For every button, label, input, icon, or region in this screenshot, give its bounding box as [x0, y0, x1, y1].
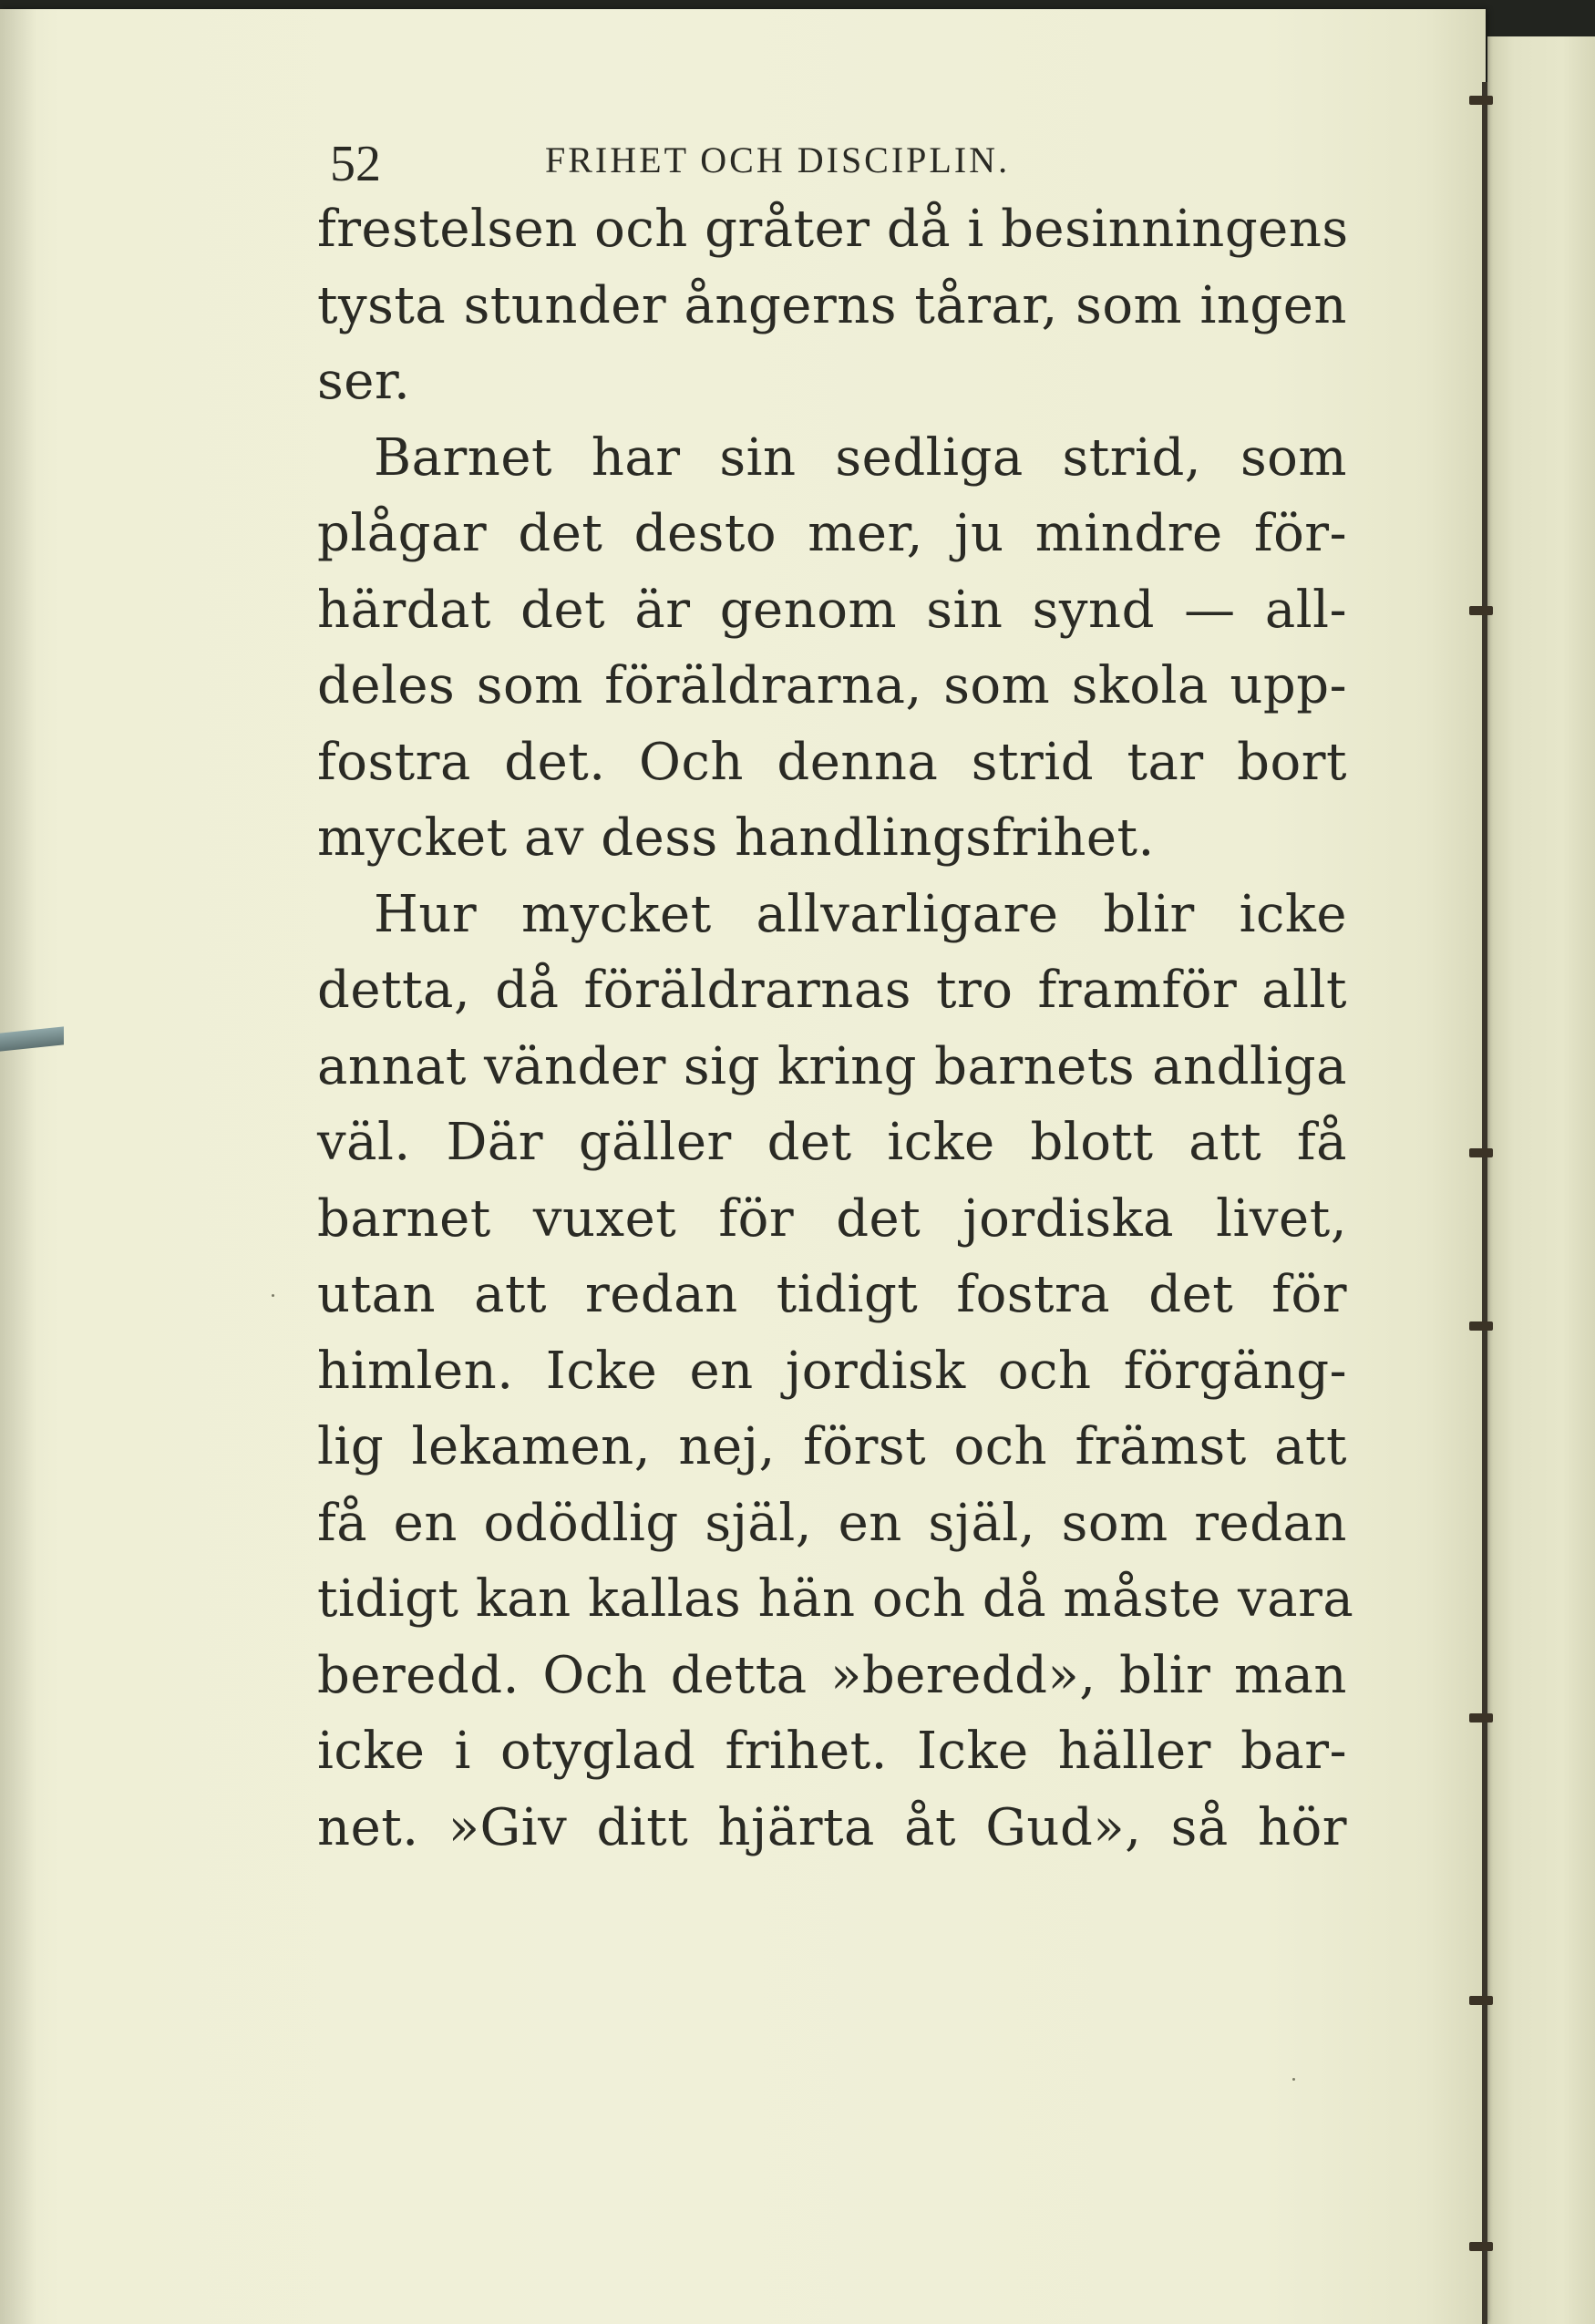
- binding-stitch: [1469, 606, 1493, 615]
- text-line: plågar det desto mer, ju mindre för-: [317, 504, 1347, 563]
- running-head-title: FRIHET OCH DISCIPLIN.: [545, 139, 1011, 180]
- binding-stitch: [1469, 1713, 1493, 1722]
- text-line: väl. Där gäller det icke blott att få: [317, 1113, 1347, 1172]
- body-text: [317, 191, 1354, 1866]
- binding-stitch: [1469, 96, 1493, 105]
- text-line: icke i otyglad frihet. Icke häller bar-: [317, 1722, 1347, 1781]
- binding-stitch: [1469, 1148, 1493, 1157]
- text-line: beredd. Och detta »beredd», blir man: [317, 1645, 1347, 1705]
- text-line: utan att redan tidigt fostra det för: [317, 1265, 1347, 1324]
- text-line: Hur mycket allvarligare blir icke: [374, 884, 1347, 944]
- page-number: 52: [330, 136, 381, 192]
- text-line: detta, då föräldrarnas tro framför allt: [317, 961, 1347, 1020]
- binding-stitch: [1469, 1996, 1493, 2005]
- text-line: deles som föräldrarna, som skola upp-: [317, 656, 1347, 715]
- text-line: mycket av dess handlingsfrihet.: [317, 808, 1155, 868]
- text-line: barnet vuxet för det jordiska livet,: [317, 1188, 1347, 1249]
- text-line: lig lekamen, nej, först och främst att: [317, 1417, 1347, 1476]
- text-line: annat vänder sig kring barnets andliga: [317, 1036, 1347, 1096]
- adjacent-page-edge: [1487, 36, 1595, 2324]
- text-line: Barnet har sin sedliga strid, som: [374, 427, 1347, 488]
- text-line: ser.: [317, 352, 411, 411]
- binding-stitch: [1469, 1321, 1493, 1331]
- page-edge-binding: [1482, 82, 1487, 2324]
- text-line: tidigt kan kallas hän och då måste vara: [317, 1569, 1354, 1629]
- text-line: net. »Giv ditt hjärta åt Gud», så hör: [317, 1797, 1347, 1857]
- page-text: [317, 118, 1354, 1866]
- paper-speck: [1292, 2078, 1295, 2081]
- text-line: få en odödlig själ, en själ, som redan: [317, 1493, 1347, 1553]
- running-head: [317, 118, 1347, 191]
- text-line: frestelsen och gråter då i besinningens: [317, 200, 1349, 259]
- text-line: fostra det. Och denna strid tar bort: [317, 732, 1347, 792]
- binding-stitch: [1469, 2242, 1493, 2251]
- page-gutter-shadow: [0, 9, 36, 2324]
- text-line: himlen. Icke en jordisk och förgäng-: [317, 1341, 1347, 1401]
- paper-speck: [272, 1294, 274, 1297]
- text-line: härdat det är genom sin synd — all-: [317, 580, 1347, 640]
- text-line: tysta stunder ångerns tårar, som ingen: [317, 275, 1347, 335]
